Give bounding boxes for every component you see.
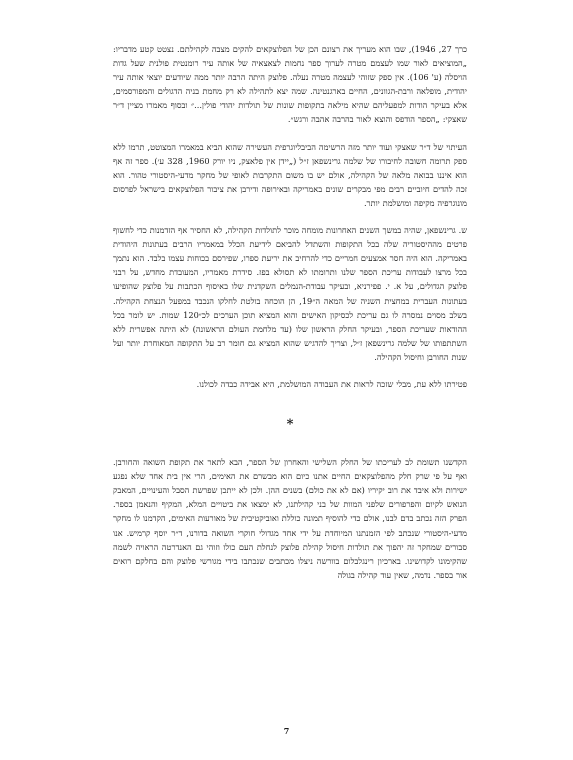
- paragraph-1: כרך 27, 1946), שבו הוא מעריך את רצונם הכן של הפלוצקאים להקים מצבה לקהילתם. נצטט קטע מדבריו: „המוציאים לאור שמו לעצמם מטרה לערוך ספר נחמות לצאצאיה של אותה עיר רומנטית פולנית שעל גדות הויסלה (ע' 106). אין ספק שזוהי לעצמה מטרה נעלה. פלוצק היתה הרבה יותר ממה שיודעים יוצאי אותה עיר יהודית, מופלאה ורבת-הגוונים, החיים בארגנטינה. שמה יצא לתהילה לא רק מחמת בניה הדגולים והמפורסמים, אלא בעיקר הודות למפעליהם שהיא מילאה בתקופות שונות של תולדות יהודי פולין...״ ובסוף מאמרו מציין ד״ר שאצקי: „הספר הודפס והוצא לאור בהרבה אהבה ורגש״.: [113, 44, 467, 125]
- paragraph-4: פטירתו ללא עת, מבלי שזכה לראות את העבודה המושלמת, היא אבידה כבדה לכולנו.: [196, 378, 467, 389]
- paragraph-5: הקדשנו תשומת לב לעריכתו של החלק השלישי והאחרון של הספר, הבא לתאר את תקופת השואה והחורבן. ואף על פי שרק חלק מהפלוצקאים החיים אתנו כיום הוא מבשרם את האימים, הרי אין בית אחד שלא נפגע ישירות ולא איבד את רוב יקיריו (אם לא את כולם) בשנים ההן. ולכן לא ייתכן שפרשת הסבל והעינויים, המאבק הנואש לקיום והפרפורים שלפני המוות של בני קהילתנו, לא ימצאו את ביטויים המלא, המקיף והנאמן בספר. הפרק הזה נכתב בדם לבנו, אולם כדי להוסיף תמונה כוללת ואוביקטיבית של מאורעות האימים, הקדמנו לו מחקר מדעי-היסטורי שנכתב לפי הזמנתנו המיוחדת על ידי אחד מגדולי חוקרי השואה בדורנו, ד״ר יוסף קרמיש. אנו סבורים שמחקר זה יהפוך את תולדות חיסול קהילת פלוצק לנחלת העם כולו וזוהי גם האנדרטה הראויה לשמה שהקימונו לקדושינו. בארכיון רינגלבלום בוורשה ניצלו מכתבים שנכתבו בידי מגורשי פלוצק והם בחלקם רואים אור בספר. נדמה, שאין עוד קהילה בגולה: [113, 457, 467, 580]
- paragraph-3: ש. גרינשפאן, שהיה במשך השנים האחרונות מומחה מוכר לתולדות הקהילה, לא החסיר אף הזדמנות כדי לחשוף פרטים מההיסטוריה שלה בכל התקופות והשתדל להביאם לידיעת הכלל במאמריו הרבים בעתונות היהודית באמריקה. הוא היה חסר אמצעים חמריים כדי להרחיב את יריעת ספרו, שפירסם בכוחות עצמו בלבד. הוא נתמך בכל מרצו לעבודות עריכת הספר שלנו ותרומתו לא תסולא בפז. סידרת מאמריו, המעובדת מחדש, על רבני פלוצק הגדולים, על א. י. פפירניא, ובעיקר עבודת-הנמלים השקדנית שלו באיסוף הכתבות על פלוצק שהופיעו בעתונות העברית במחצית השניה של המאה ה״19, הן הוכחה בולטת לחלקו הנכבד במפעל הנצחת הקהילה. בשלב מסוים נמסרה לו גם עריכת לכסיקון האישים והוא המציא תוכן הערכים לכ״120 שמות. יש לומר בכל ההודאות שעריכת הספר, ובעיקר החלק הראשון שלו (עד מלחמת העולם הראשונה) לא היתה אפשרית ללא השתתפותו של שלמה גרינשפאן ז״ל, וצריך להדגיש שהוא המציא גם חומר רב על התקופה המאוחרת יותר ועל שנות החורבן וחיסול הקהילה.: [113, 225, 468, 362]
- paragraph-2: העיתוי של ד״ר שאצקי ועוד יותר מזה הרשימה הביבליוגרפית העשירה שהוא הביא במאמרו המצוטט, תרמו ללא ספק תרומה חשובה לחיבורו של שלמה גרינשפאן ז״ל („יידן אין פלאצק, ניו יורק 1960, 328 ע׳). ספר זה אף הוא איננו בבואה מלאה של הקהילה, אולם יש בו משום התקרבות לאופי של מחקר מדעי-היסטורי טהור. הוא זכה להדים חיוביים רבים מפי מבקרים שונים באמריקה ובאירופה ודירבן את ציבור הפלוצקאים בישראל לפרסום מונוגרפיה מקיפה ומושלמת יותר.: [113, 141, 467, 208]
- page-number: 7: [283, 726, 290, 736]
- section-divider: *: [286, 417, 294, 433]
